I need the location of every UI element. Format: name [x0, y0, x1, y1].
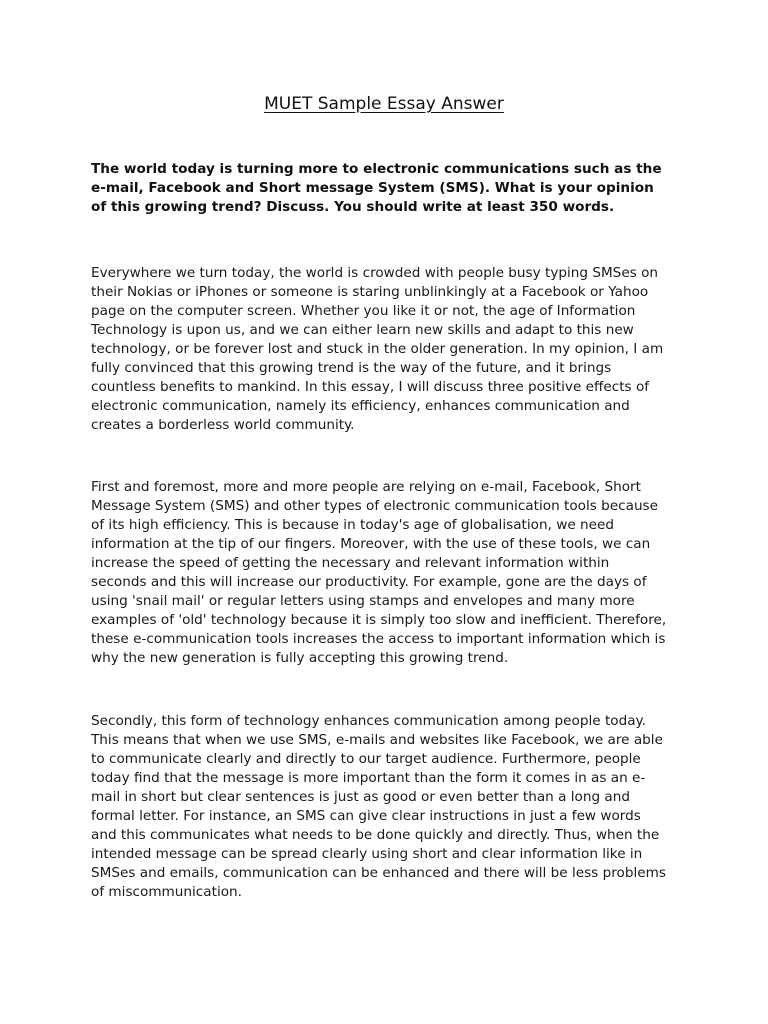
paragraph-line: Secondly, this form of technology enhances communication among people today. — [91, 713, 646, 729]
paragraph-line: using 'snail mail' or regular letters using stamps and envelopes and many more — [91, 593, 635, 609]
paragraph-line: intended message can be spread clearly using short and clear information like in — [91, 846, 643, 862]
paragraph-line: fully convinced that this growing trend is the way of the future, and it brings — [91, 360, 612, 376]
paragraph-line: Technology is upon us, and we can either learn new skills and adapt to this new — [91, 322, 634, 338]
paragraph-line: creates a borderless world community. — [91, 417, 355, 433]
paragraph-line: mail in short but clear sentences is just as good or even better than a long and — [91, 789, 630, 805]
paragraph-line: Message System (SMS) and other types of electronic communication tools because — [91, 498, 659, 514]
paragraph-line: First and foremost, more and more people are relying on e-mail, Facebook, Short — [91, 479, 641, 495]
essay-question — [91, 160, 691, 217]
paragraph-line: examples of 'old' technology because it is simply too slow and inefficient. Therefore, — [91, 612, 667, 628]
paragraph-efficiency — [91, 478, 691, 668]
paragraph-line: page on the computer screen. Whether you like it or not, the age of Information — [91, 303, 636, 319]
paragraph-line: information at the tip of our fingers. Moreover, with the use of these tools, we can — [91, 536, 651, 552]
paragraph-line: their Nokias or iPhones or someone is staring unblinkingly at a Facebook or Yahoo — [91, 284, 649, 300]
question-line: The world today is turning more to electronic communications such as the — [91, 161, 662, 177]
paragraph-line: electronic communication, namely its efficiency, enhances communication and — [91, 398, 630, 414]
paragraph-line: why the new generation is fully accepting this growing trend. — [91, 650, 509, 666]
paragraph-line: and this communicates what needs to be done quickly and directly. Thus, when the — [91, 827, 660, 843]
question-line: of this growing trend? Discuss. You should write at least 350 words. — [91, 199, 615, 215]
paragraph-line: today find that the message is more important than the form it comes in as an e- — [91, 770, 646, 786]
paragraph-line: to communicate clearly and directly to our target audience. Furthermore, people — [91, 751, 641, 767]
paragraph-line: This means that when we use SMS, e-mails and websites like Facebook, we are able — [91, 732, 663, 748]
paragraph-introduction — [91, 264, 691, 435]
paragraph-line: formal letter. For instance, an SMS can give clear instructions in just a few words — [91, 808, 641, 824]
paragraph-line: countless benefits to mankind. In this essay, I will discuss three positive effects of — [91, 379, 650, 395]
paragraph-line: these e-communication tools increases the access to important information which is — [91, 631, 666, 647]
question-line: e-mail, Facebook and Short message System (SMS). What is your opinion — [91, 180, 654, 196]
paragraph-line: increase the speed of getting the necessary and relevant information within — [91, 555, 610, 571]
paragraph-line: of its high efficiency. This is because in today's age of globalisation, we need — [91, 517, 614, 533]
paragraph-line: technology, or be forever lost and stuck in the older generation. In my opinion, I am — [91, 341, 664, 357]
page-title: MUET Sample Essay Answer — [264, 94, 504, 114]
paragraph-line: SMSes and emails, communication can be enhanced and there will be less problems — [91, 865, 666, 881]
paragraph-line: seconds and this will increase our productivity. For example, gone are the days of — [91, 574, 647, 590]
paragraph-communication — [91, 712, 691, 902]
paragraph-line: Everywhere we turn today, the world is crowded with people busy typing SMSes on — [91, 265, 659, 281]
paragraph-line: of miscommunication. — [91, 884, 242, 900]
